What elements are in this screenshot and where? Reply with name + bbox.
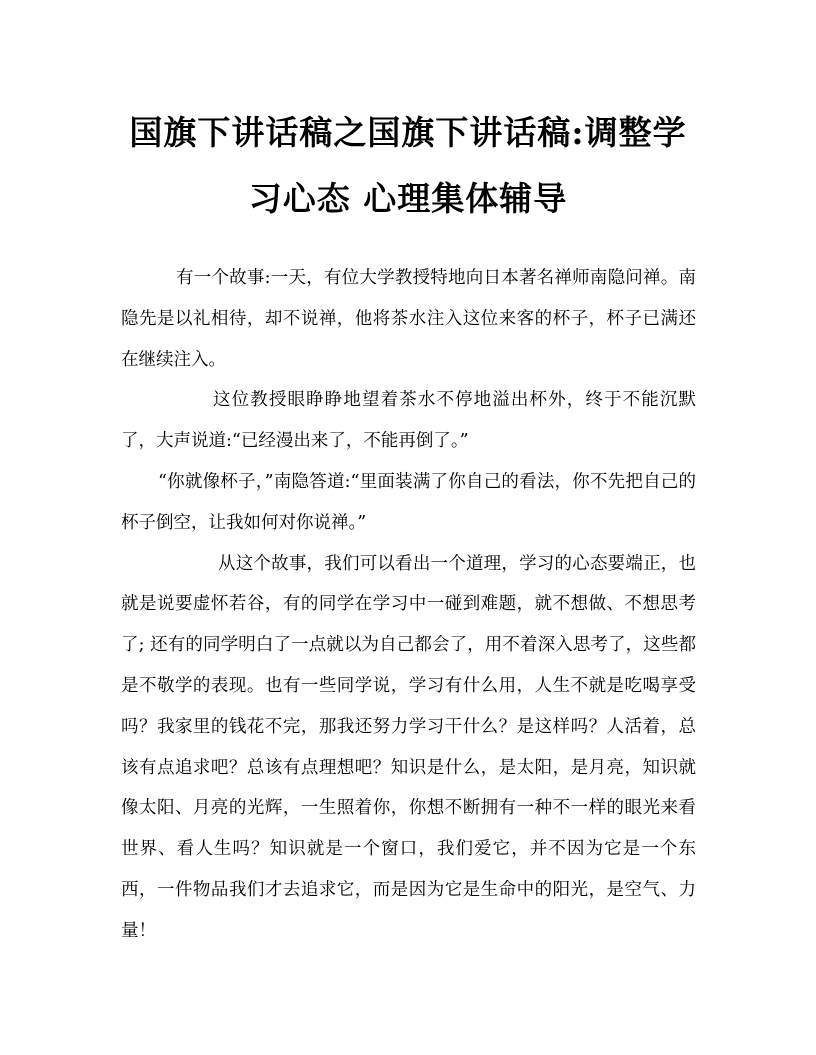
- title-line-1: 国旗下讲话稿之国旗下讲话稿:调整学: [129, 113, 687, 152]
- paragraph-master-reply: “你就像杯子，”南隐答道:“里面装满了你自己的看法，你不先把自己的杯子倒空，让我如何对你说禅。”: [121, 471, 696, 533]
- paragraph-professor-reaction: 这位教授眼睁睁地望着茶水不停地溢出杯外，终于不能沉默了，大声说道:“已经漫出来了，不能再倒了。”: [121, 390, 696, 452]
- paragraph-story-intro: 有一个故事:一天，有位大学教授特地向日本著名禅师南隐问禅。南隐先是以礼相待，却不说禅，他将茶水注入这位来客的杯子，杯子已满还在继续注入。: [121, 268, 696, 370]
- document-body: [121, 258, 696, 952]
- paragraph-lesson: 从这个故事，我们可以看出一个道理，学习的心态要端正，也就是说要虚怀若谷，有的同学在学习中一碰到难题，就不想做、不想思考了; 还有的同学明白了一点就以为自己都会了，用不着深入思考了，这些都是不敬学的表现。也有一些同学说，学习有什么用，人生不就是吃喝享受吗？我家里的钱花不完，那我还努力学习干什么？是这样吗？人活着，总该有点追求吧？总该有点理想吧？知识是什么，是太阳，是月亮，知识就像太阳、月亮的光辉，一生照着你，你想不断拥有一种不一样的眼光来看世界、看人生吗？知识就是一个窗口，我们爱它，并不因为它是一个东西，一件物品我们才去追求它，而是因为它是生命中的阳光，是空气、力量！: [121, 553, 696, 941]
- document-title: [110, 100, 706, 232]
- title-line-2: 习心态 心理集体辅导: [248, 179, 568, 218]
